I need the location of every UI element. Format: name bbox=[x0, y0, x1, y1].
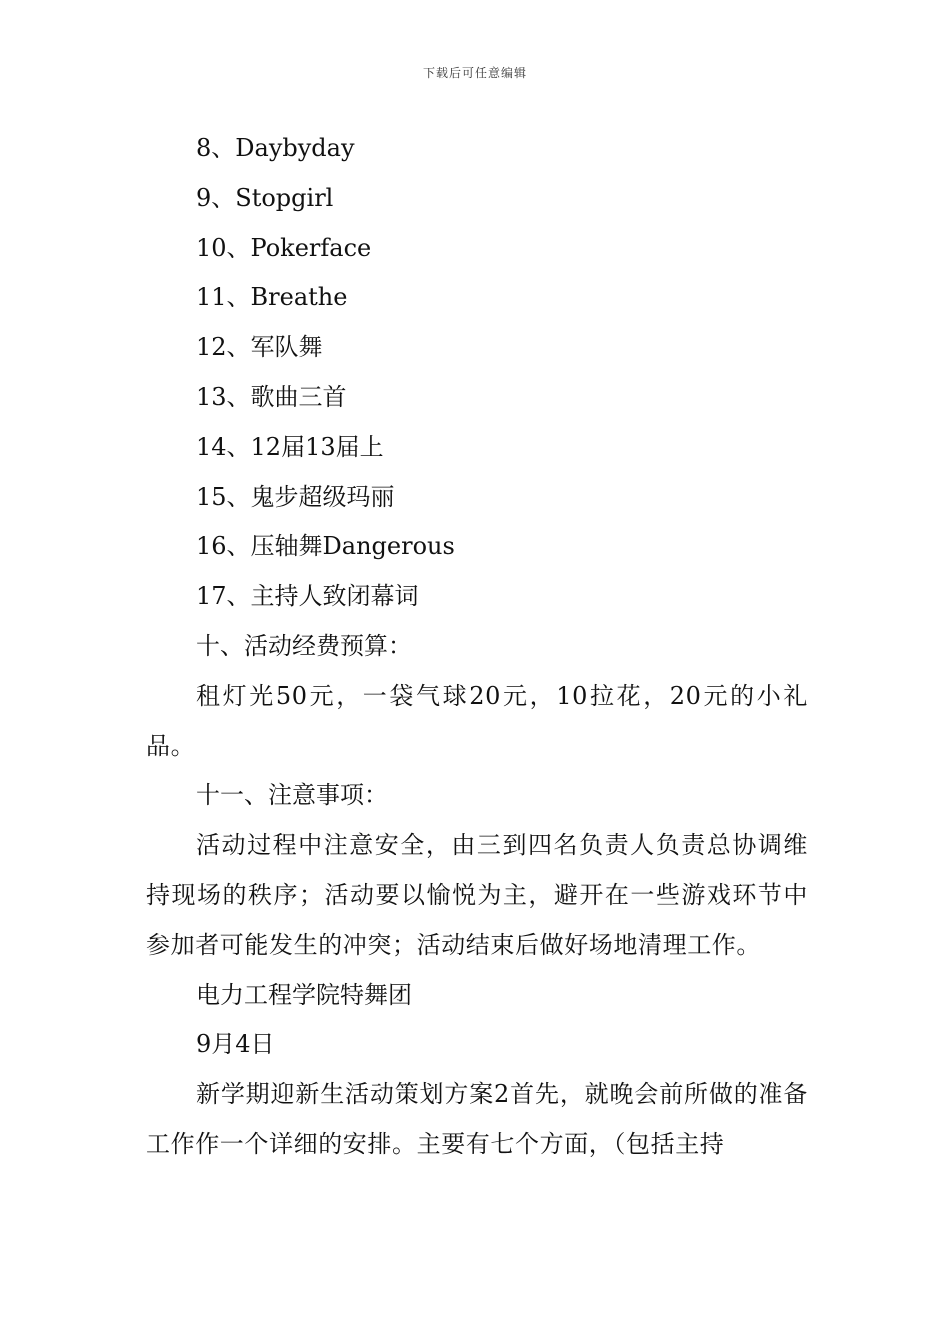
program-item-15: 15、鬼步超级玛丽 bbox=[196, 482, 395, 511]
notes-paragraph: 活动过程中注意安全，由三到四名负责人负责总协调维持现场的秩序；活动要以愉悦为主，避开在一些游戏环节中参加者可能发生的冲突；活动结束后做好场地清理工作。 bbox=[146, 831, 808, 959]
notes-heading: 十一、注意事项： bbox=[196, 781, 388, 810]
next-section-paragraph: 新学期迎新生活动策划方案2首先，就晚会前所做的准备工作作一个详细的安排。主要有七个方面，（包括主持 bbox=[146, 1080, 808, 1158]
budget-heading: 十、活动经费预算： bbox=[196, 631, 412, 660]
organizer-name: 电力工程学院特舞团 bbox=[196, 980, 412, 1009]
program-item-14: 14、12届13届上 bbox=[196, 432, 384, 461]
program-item-16: 16、压轴舞Dangerous bbox=[196, 532, 455, 561]
program-item-8: 8、Daybyday bbox=[196, 134, 355, 162]
program-item-13: 13、歌曲三首 bbox=[196, 382, 347, 411]
program-item-9: 9、Stopgirl bbox=[196, 183, 334, 212]
budget-paragraph: 租灯光50元，一袋气球20元，10拉花，20元的小礼品。 bbox=[146, 681, 808, 760]
program-item-17: 17、主持人致闭幕词 bbox=[196, 582, 419, 611]
program-item-12: 12、军队舞 bbox=[196, 333, 323, 362]
page-header: 下载后可任意编辑 bbox=[422, 66, 527, 80]
program-item-11: 11、Breathe bbox=[196, 283, 348, 312]
document-date: 9月4日 bbox=[196, 1030, 275, 1059]
document-body bbox=[146, 124, 808, 1170]
program-item-10: 10、Pokerface bbox=[196, 233, 372, 262]
